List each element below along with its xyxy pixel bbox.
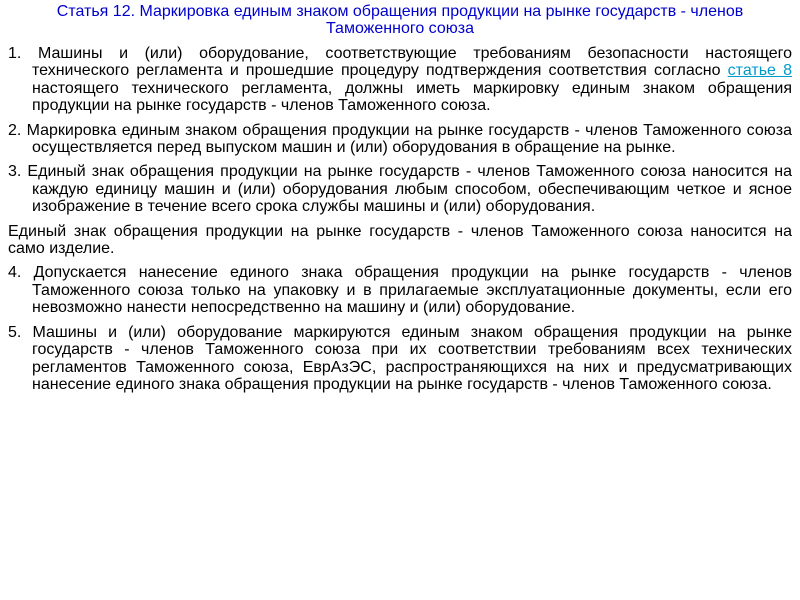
paragraph-1-text-after: настоящего технического регламента, должны иметь маркировку единым знаком обращения продукции на рынке государств - членов Таможенного союза. <box>32 79 792 115</box>
paragraph-3-continuation: Единый знак обращения продукции на рынке государств - членов Таможенного союза наносится на само изделие. <box>8 222 792 258</box>
paragraph-4: 4. Допускается нанесение единого знака обращения продукции на рынке государств - членов Таможенного союза только на упаковку и в прилагаемые эксплуатационные документы, если его невозможно нанести непосредственно на машину и (или) оборудование. <box>8 264 792 317</box>
paragraph-1-text-before: 1. Машины и (или) оборудование, соответствующие требованиям безопасности настоящего технического регламента и прошедшие процедуру подтверждения соответствия согласно <box>8 45 792 80</box>
paragraph-1 <box>8 45 792 115</box>
article-title: Статья 12. Маркировка единым знаком обращения продукции на рынке государств - членов Таможенного союза <box>56 3 744 37</box>
paragraph-5: 5. Машины и (или) оборудование маркируются единым знаком обращения продукции на рынке государств - членов Таможенного союза при их соответствии требованиям всех технических регламентов Таможенного союза, ЕврАзЭС, распространяющихся на них и предусматривающих нанесение единого знака обращения продукции на рынке государств - членов Таможенного союза. <box>8 323 792 393</box>
paragraph-2: 2. Маркировка единым знаком обращения продукции на рынке государств - членов Таможенного союза осуществляется перед выпуском машин и (или) оборудования в обращение на рынке. <box>8 121 792 157</box>
paragraph-3: 3. Единый знак обращения продукции на рынке государств - членов Таможенного союза наносится на каждую единицу машин и (или) оборудования любым способом, обеспечивающим четкое и ясное изображение в течение всего срока службы машины и (или) оборудования. <box>8 163 792 216</box>
article-8-link[interactable]: статье 8 <box>727 62 793 80</box>
